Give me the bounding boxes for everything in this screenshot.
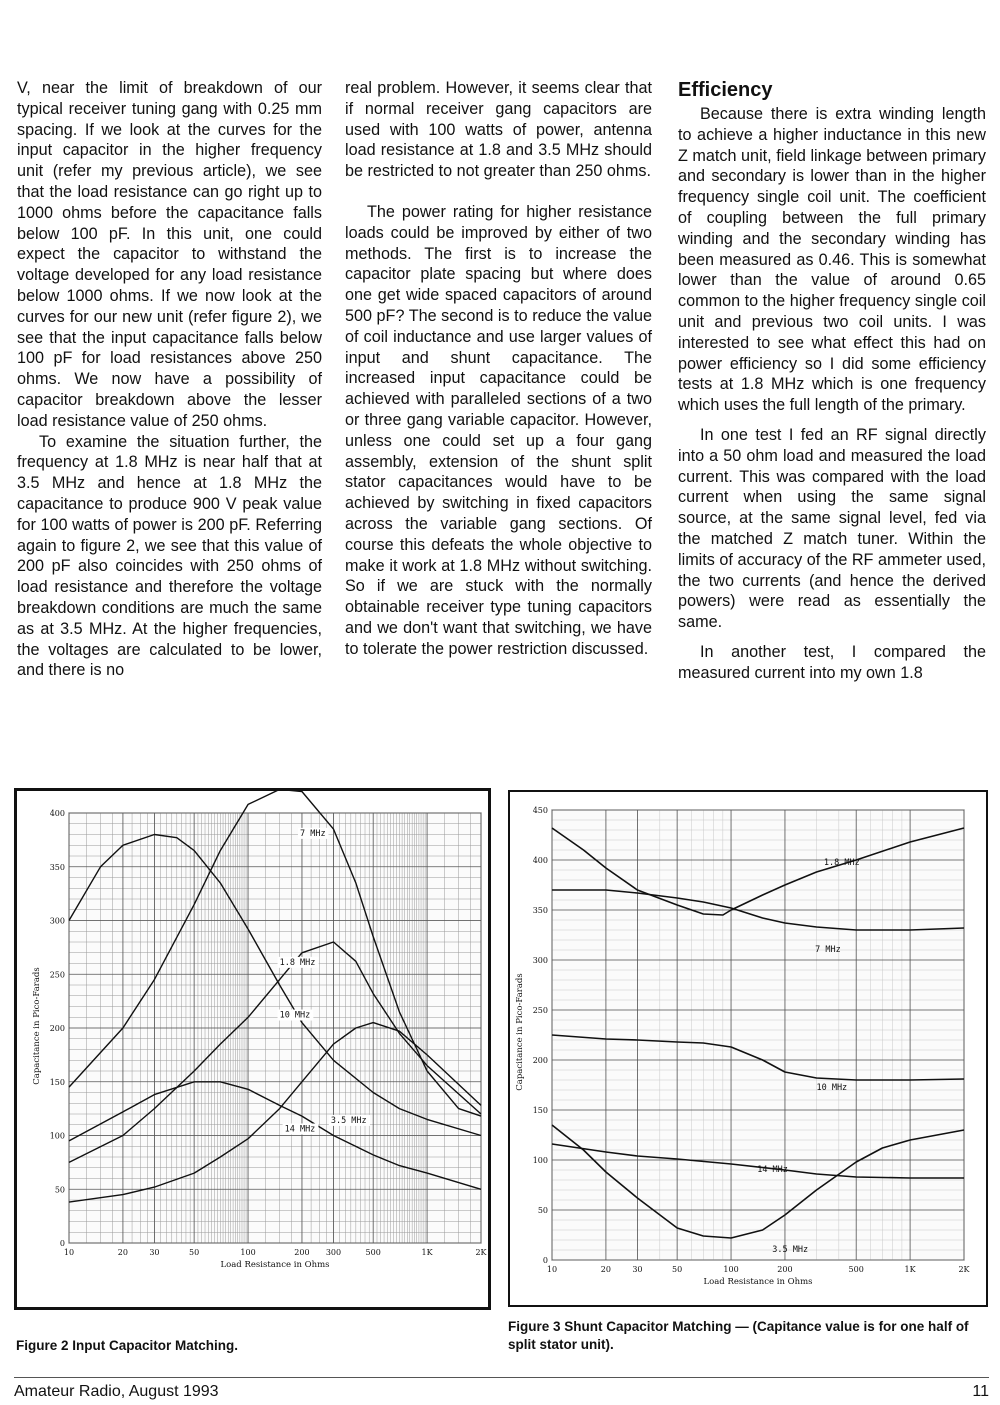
series-label: 10 MHz bbox=[279, 1010, 311, 1021]
paragraph: In another test, I compared the measured current into my own 1.8 bbox=[678, 642, 986, 682]
series-label: 1.8 MHz bbox=[279, 957, 316, 968]
y-tick-label: 0 bbox=[542, 1256, 548, 1265]
paragraph: To examine the situation further, the frequency at 1.8 MHz is near half that at 3.5 MHz and hence at 1.8 MHz the capacitance to produce 900 V peak value for 100 watts of power is 200 pF. Referring again to figure 2, we see that this value of 200 pF also coincides with 250 ohms of load resistance and therefore the voltage breakdown conditions are much the same as at 3.5 MHz. At the higher frequencies, the voltages are calculated to be lower, and there is no bbox=[17, 432, 322, 680]
y-tick-label: 200 bbox=[532, 1056, 548, 1065]
y-tick-label: 300 bbox=[49, 916, 65, 926]
figure-3-chart bbox=[510, 792, 986, 1305]
text-column-3 bbox=[678, 78, 986, 684]
y-tick-label: 0 bbox=[59, 1239, 65, 1248]
x-tick-label: 50 bbox=[672, 1265, 683, 1274]
y-tick-label: 200 bbox=[49, 1024, 65, 1033]
x-tick-label: 1K bbox=[421, 1248, 433, 1257]
x-tick-label: 20 bbox=[600, 1265, 611, 1274]
figure-3-frame bbox=[508, 790, 988, 1307]
plot-area bbox=[552, 810, 964, 1260]
series-label: 1.8 MHz bbox=[823, 858, 860, 868]
x-tick-label: 10 bbox=[546, 1265, 558, 1274]
paragraph: V, near the limit of breakdown of our typical receiver tuning gang with 0.25 mm spacing. If we look at the curves for the input capacitor in the higher frequency unit (refer my previous article), we see that the load resistance can go right up to 1000 ohms before the capacitance falls below 100 pF. In this unit, one could expect the capacitor to withstand the voltage developed for any load resistance below 1000 ohms. If we now look at the curves for our new unit (refer figure 2), we see that the input capacitance falls below 100 pF for load resistances above 250 ohms. We now have a possibility of capacitor breakdown above the lesser load resistance value of 250 ohms. bbox=[17, 79, 322, 430]
series-label: 7 MHz bbox=[299, 828, 326, 839]
figure-2-chart bbox=[17, 791, 488, 1307]
series-label: 3.5 MHz bbox=[330, 1115, 367, 1126]
x-axis-label: Load Resistance in Ohms bbox=[220, 1260, 330, 1270]
text-column-2 bbox=[345, 78, 652, 660]
paragraph: Because there is extra winding length to achieve a higher inductance in this new Z match unit, field linkage between primary and secondary is lower than in the higher frequency single coil unit. The coefficient of coupling between the full primary winding and the secondary winding has been measured as 0.46. This is somewhat lower than the value of around 0.65 common to the higher frequency single coil unit and previous two coil units. I was interested to see what effect this had on power efficiency so I did some efficiency tests at 1.8 MHz which is one frequency which uses the full length of the primary. bbox=[678, 105, 986, 415]
series-label: 14 MHz bbox=[757, 1165, 788, 1175]
x-tick-label: 2K bbox=[475, 1248, 487, 1257]
y-tick-label: 350 bbox=[532, 906, 548, 915]
y-tick-label: 250 bbox=[532, 1006, 548, 1015]
x-tick-label: 200 bbox=[777, 1265, 793, 1274]
figure-2-caption: Figure 2 Input Capacitor Matching. bbox=[16, 1338, 239, 1353]
y-tick-label: 150 bbox=[532, 1106, 548, 1115]
x-tick-label: 20 bbox=[117, 1248, 128, 1257]
y-tick-label: 250 bbox=[49, 970, 65, 980]
text-column-1 bbox=[17, 78, 322, 681]
footer-publication: Amateur Radio, August 1993 bbox=[14, 1383, 219, 1400]
x-tick-label: 100 bbox=[723, 1265, 739, 1274]
x-axis-label: Load Resistance in Ohms bbox=[703, 1277, 813, 1287]
y-tick-label: 450 bbox=[532, 806, 548, 815]
x-tick-label: 500 bbox=[365, 1248, 381, 1257]
y-axis-label: Capacitance in Pico-Farads bbox=[32, 967, 42, 1085]
x-tick-label: 30 bbox=[632, 1265, 643, 1274]
y-tick-label: 150 bbox=[49, 1077, 65, 1087]
y-tick-label: 400 bbox=[532, 856, 548, 865]
y-tick-label: 100 bbox=[49, 1131, 65, 1141]
y-axis-label: Capacitance in Pico-Farads bbox=[515, 973, 525, 1091]
paragraph: The power rating for higher resistance loads could be improved by either of two methods. The first is to increase the capacitor plate spacing but where does one get wide spaced capacitors of around 500 pF? The second is to reduce the value of coil inductance and use larger values of input and shunt capacitance. The increased input capacitance could be achieved with paralleled sections of a two or three gang variable capacitor. However, unless one could set up a four gang assembly, extension of the shunt split stator capacitances would have to be achieved by switching in fixed capacitors across the variable gang sections. Of course this defeats the whole objective to make it work at 1.8 MHz without switching. So if we are stuck with the normally obtainable receiver type tuning capacitors and we don't want that switching, we have to tolerate the power restriction discussed. bbox=[345, 202, 652, 658]
series-label: 10 MHz bbox=[816, 1083, 848, 1093]
series-label: 3.5 MHz bbox=[772, 1245, 809, 1255]
y-tick-label: 50 bbox=[54, 1185, 65, 1195]
y-tick-label: 100 bbox=[532, 1156, 548, 1165]
section-heading: Efficiency bbox=[678, 79, 773, 101]
paragraph: real problem. However, it seems clear that if normal receiver gang capacitors are used with 100 watts of power, antenna load resistance at 1.8 and 3.5 MHz should be restricted to not greater than 250 ohms. bbox=[345, 79, 652, 181]
x-tick-label: 300 bbox=[325, 1248, 342, 1257]
y-tick-label: 50 bbox=[537, 1206, 548, 1215]
page-footer bbox=[14, 1377, 989, 1400]
x-tick-label: 1K bbox=[904, 1265, 916, 1274]
series-label: 7 MHz bbox=[815, 945, 841, 955]
series-label: 14 MHz bbox=[284, 1124, 316, 1135]
x-tick-label: 30 bbox=[149, 1248, 160, 1257]
y-tick-label: 350 bbox=[49, 862, 65, 872]
y-tick-label: 300 bbox=[532, 956, 548, 965]
y-tick-label: 400 bbox=[49, 809, 65, 818]
x-tick-label: 500 bbox=[848, 1265, 864, 1274]
x-tick-label: 50 bbox=[189, 1248, 200, 1257]
x-tick-label: 100 bbox=[240, 1248, 256, 1257]
figure-2-frame bbox=[14, 788, 491, 1310]
x-tick-label: 10 bbox=[63, 1248, 75, 1257]
x-tick-label: 2K bbox=[958, 1265, 970, 1274]
x-tick-label: 200 bbox=[294, 1248, 310, 1257]
page-number: 11 bbox=[972, 1383, 989, 1400]
paragraph: In one test I fed an RF signal directly into a 50 ohm load and measured the load current. This was compared with the load current when using the same signal source, at the same signal level, fed via the matched Z match tuner. Within the limits of accuracy of the RF ammeter used, the two currents (and hence the derived powers) were read as essentially the same. bbox=[678, 425, 986, 632]
figure-3-caption: Figure 3 Shunt Capacitor Matching — (Capitance value is for one half of split stator unit). bbox=[508, 1319, 969, 1352]
